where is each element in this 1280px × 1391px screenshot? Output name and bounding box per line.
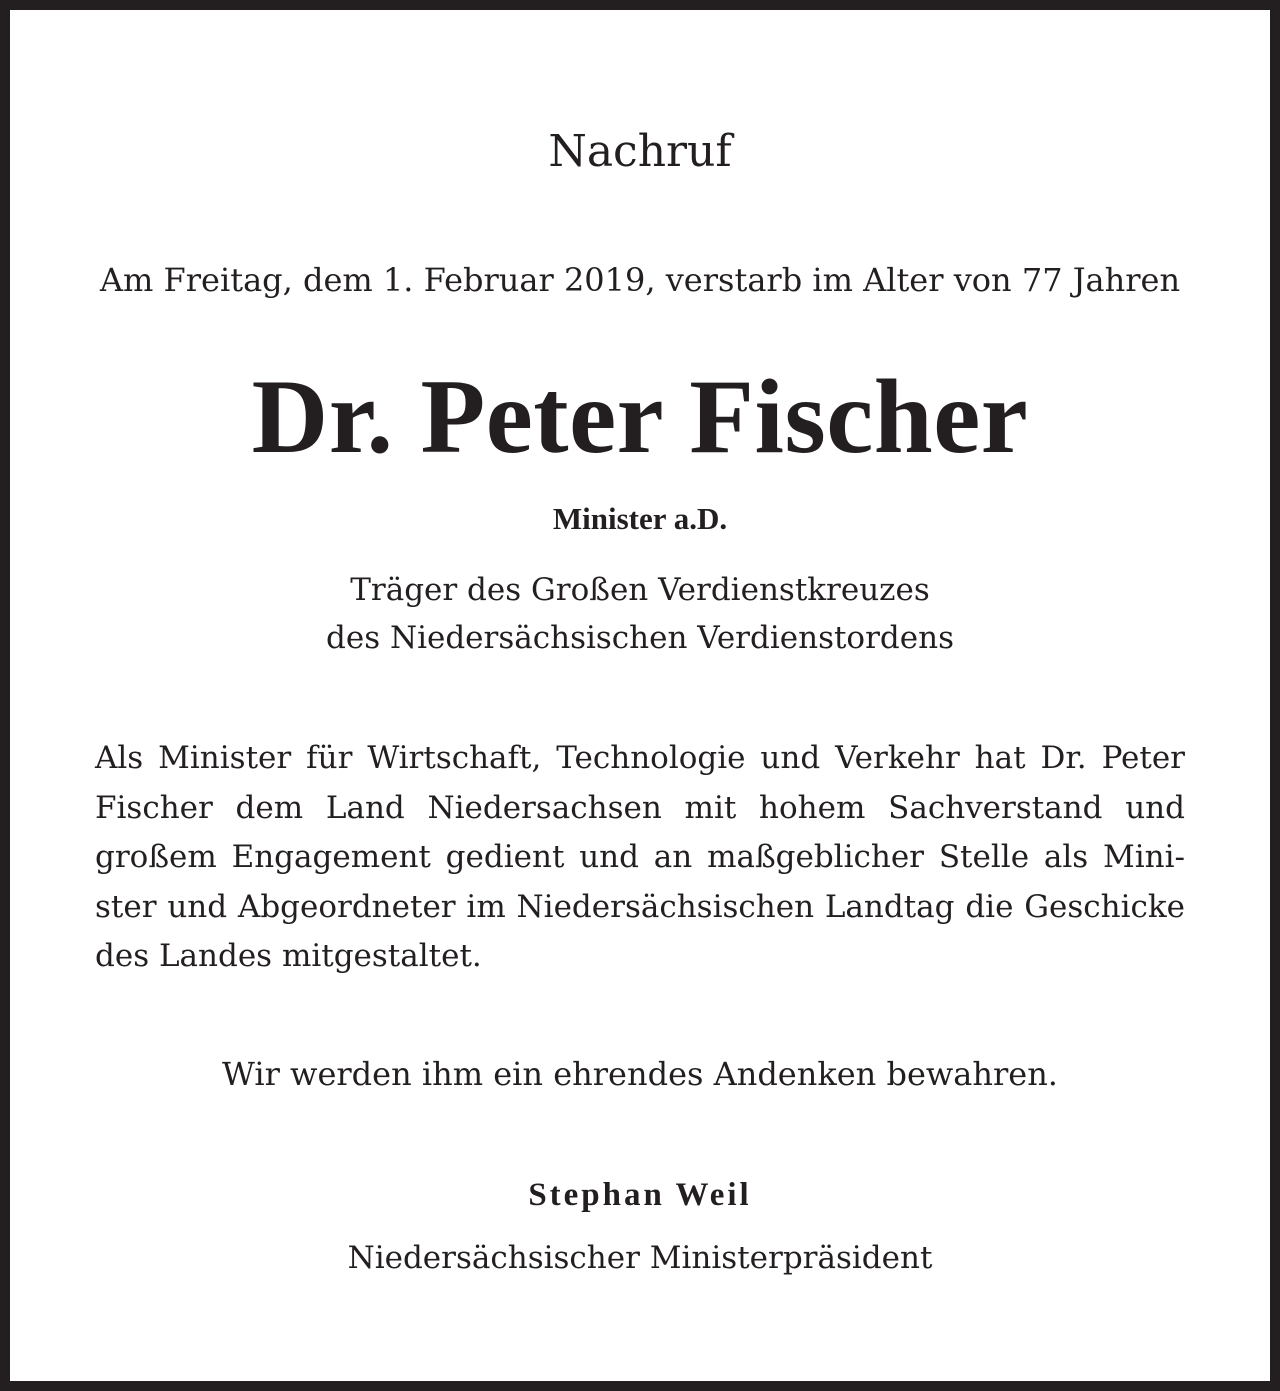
honor-line: Träger des Großen Verdienstkreuzes bbox=[350, 572, 930, 608]
honor-text bbox=[10, 566, 1270, 662]
intro-line: Am Freitag, dem 1. Februar 2019, verstarb im Alter von 77 Jahren bbox=[99, 261, 1181, 299]
signer-title: Niedersächsischer Ministerpräsident bbox=[347, 1240, 933, 1276]
closing-line: Wir werden ihm ein ehrendes Andenken bewahren. bbox=[222, 1055, 1058, 1093]
deceased-name: Dr. Peter Fischer bbox=[251, 358, 1029, 475]
signer-name: Stephan Weil bbox=[528, 1177, 752, 1213]
honor-line: des Niedersächsischen Verdienstordens bbox=[326, 620, 954, 656]
body-paragraph: Als Minister für Wirtschaft, Technologie und Verkehr hat Dr. Peter Fischer dem Land Niedersachsen mit hohem Sachverstand und großem Engagement gedient und an maßgeblicher Stelle als Minister und Abgeordneter im Niedersächsischen Landtag die Geschicke des Landes mitgestaltet. bbox=[95, 740, 1185, 974]
deceased-role: Minister a.D. bbox=[552, 501, 728, 536]
notice-heading: Nachruf bbox=[548, 126, 732, 177]
